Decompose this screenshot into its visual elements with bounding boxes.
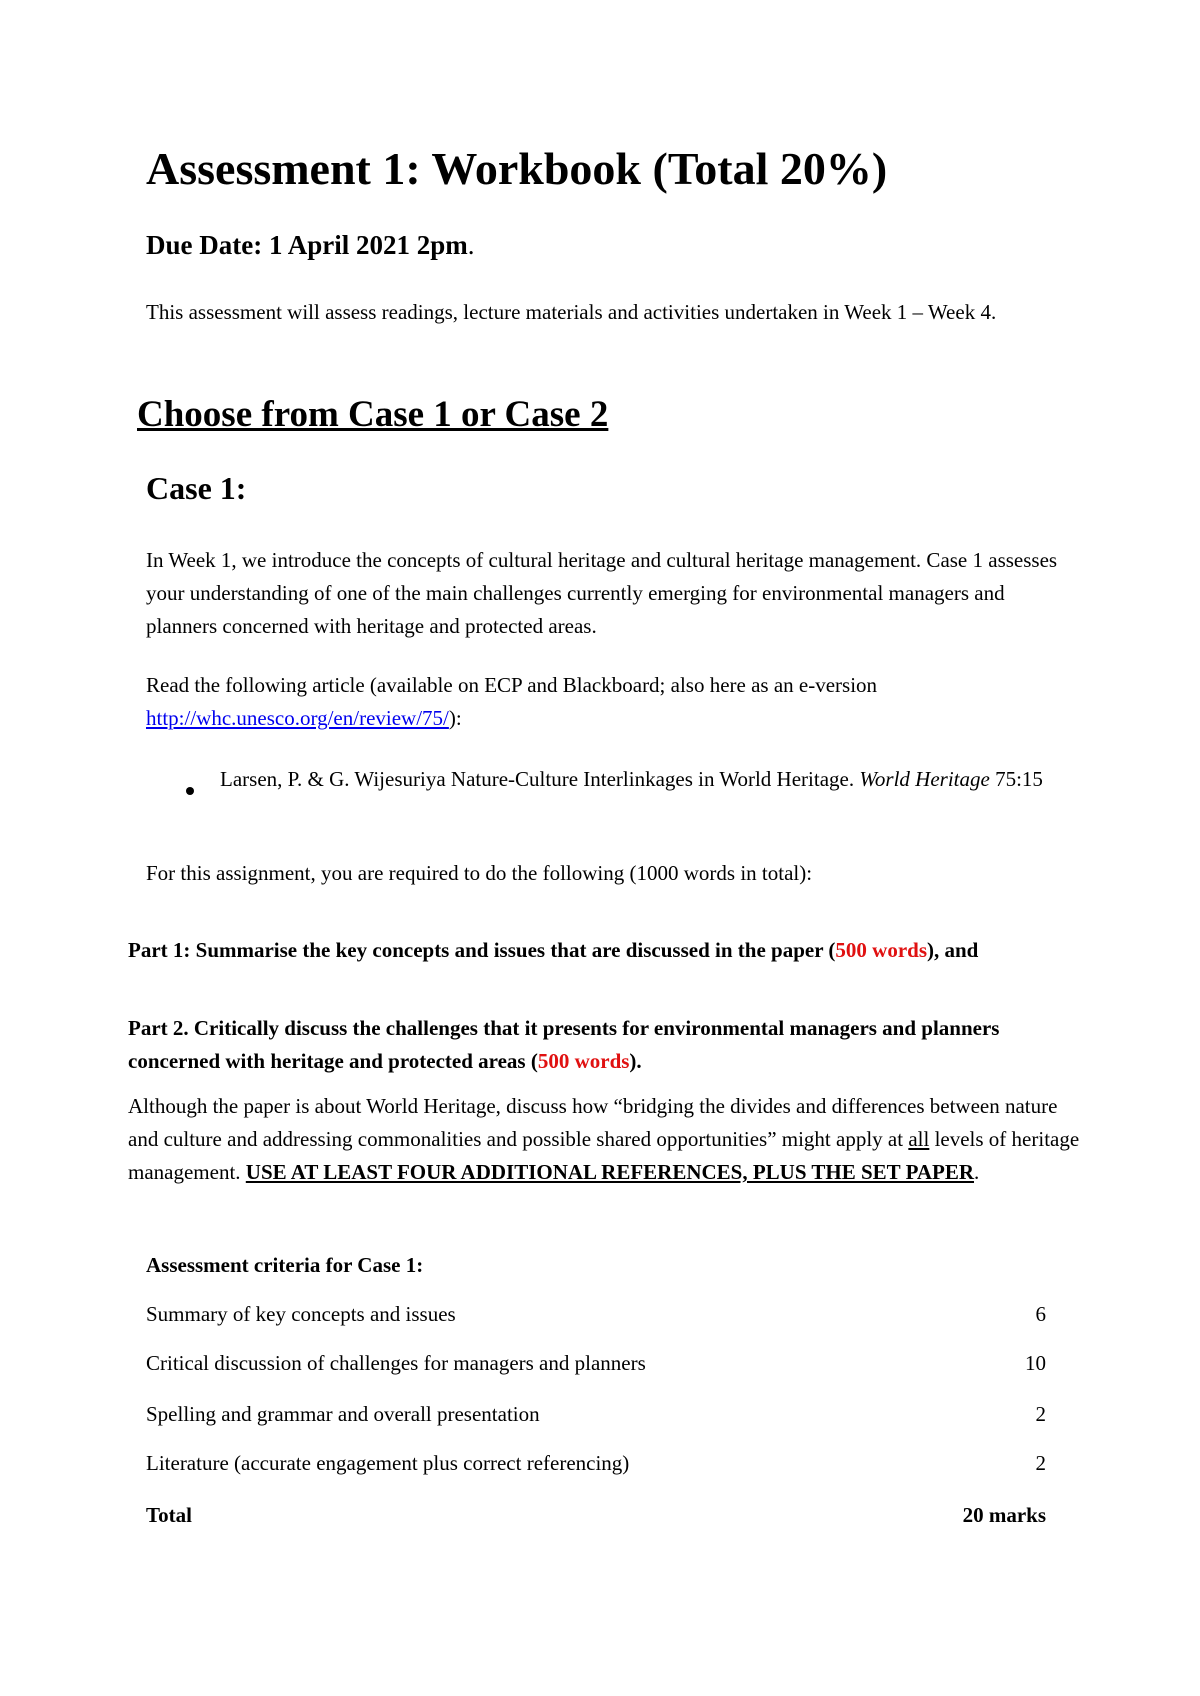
part-2 (128, 1012, 1068, 1078)
intro-paragraph: This assessment will assess readings, lecture materials and activities undertaken in Week 1 – Week 4. (146, 300, 997, 324)
article-reference (220, 763, 1060, 796)
part-1 (128, 935, 1188, 966)
guidance-end: . (974, 1160, 980, 1184)
part-2-text: Part 2. Critically discuss the challenges that it presents for environmental managers and planners concerned with heritage and protected areas ( (128, 1016, 1000, 1073)
criteria-label: Summary of key concepts and issues (146, 1302, 456, 1326)
discussion-guidance (128, 1090, 1088, 1189)
due-date-label: Due Date: 1 April 2021 2pm (146, 230, 468, 260)
read-text: Read the following article (available on ECP and Blackboard; also here as an e-version (146, 673, 878, 697)
part-2-word-count: 500 words (537, 1049, 630, 1073)
assignment-instruction: For this assignment, you are required to do the following (1000 words in total): (146, 861, 813, 885)
part-1-text: Part 1: Summarise the key concepts and issues that are discussed in the paper ( (128, 938, 836, 962)
case-1-description: In Week 1, we introduce the concepts of cultural heritage and cultural heritage management. Case 1 assesses your understanding of one of the main challenges currently emerging for environmental managers and planners concerned with heritage and protected areas. (146, 548, 1058, 638)
total-marks: 20 marks (962, 1503, 1046, 1527)
guidance-text-a: Although the paper is about World Heritage, discuss how “bridging the divides and differences between nature and culture and addressing commonalities and possible shared opportunities” might apply at (128, 1094, 1058, 1151)
part-1-word-count: 500 words (835, 938, 927, 962)
criteria-marks: 6 (1035, 1302, 1046, 1326)
criteria-row (146, 1448, 1046, 1479)
criteria-label: Literature (accurate engagement plus correct referencing) (146, 1451, 630, 1475)
criteria-marks: 2 (1035, 1402, 1046, 1426)
part-1-end: ), and (927, 938, 979, 962)
criteria-marks: 10 (1025, 1351, 1046, 1375)
choose-heading: Choose from Case 1 or Case 2 (137, 394, 609, 435)
article-authors-title: Larsen, P. & G. Wijesuriya Nature-Culture Interlinkages in World Heritage. (220, 767, 860, 791)
guidance-text-b: levels of heritage management. (128, 1127, 1080, 1184)
read-end: ): (448, 706, 462, 730)
guidance-all: all (908, 1127, 930, 1151)
criteria-row (146, 1299, 1046, 1330)
bullet-icon (186, 787, 194, 795)
total-label: Total (146, 1503, 192, 1527)
criteria-row (146, 1399, 1046, 1430)
article-link[interactable]: http://whc.unesco.org/en/review/75/ (146, 706, 449, 730)
article-journal: World Heritage (859, 767, 990, 791)
case-1-heading: Case 1: (146, 470, 247, 506)
criteria-label: Spelling and grammar and overall presentation (146, 1402, 540, 1426)
criteria-marks: 2 (1035, 1451, 1046, 1475)
references-requirement: USE AT LEAST FOUR ADDITIONAL REFERENCES, PLUS THE SET PAPER (245, 1160, 974, 1184)
criteria-label: Critical discussion of challenges for managers and planners (146, 1351, 646, 1375)
due-date (146, 230, 474, 261)
read-instruction (146, 669, 1076, 735)
criteria-row (146, 1348, 1046, 1379)
criteria-total-row (146, 1500, 1046, 1531)
part-2-end: ). (629, 1049, 642, 1073)
page-title: Assessment 1: Workbook (Total 20%) (146, 143, 888, 194)
due-date-suffix: . (467, 230, 475, 260)
article-issue: 75:15 (989, 767, 1043, 791)
criteria-heading: Assessment criteria for Case 1: (146, 1253, 424, 1277)
